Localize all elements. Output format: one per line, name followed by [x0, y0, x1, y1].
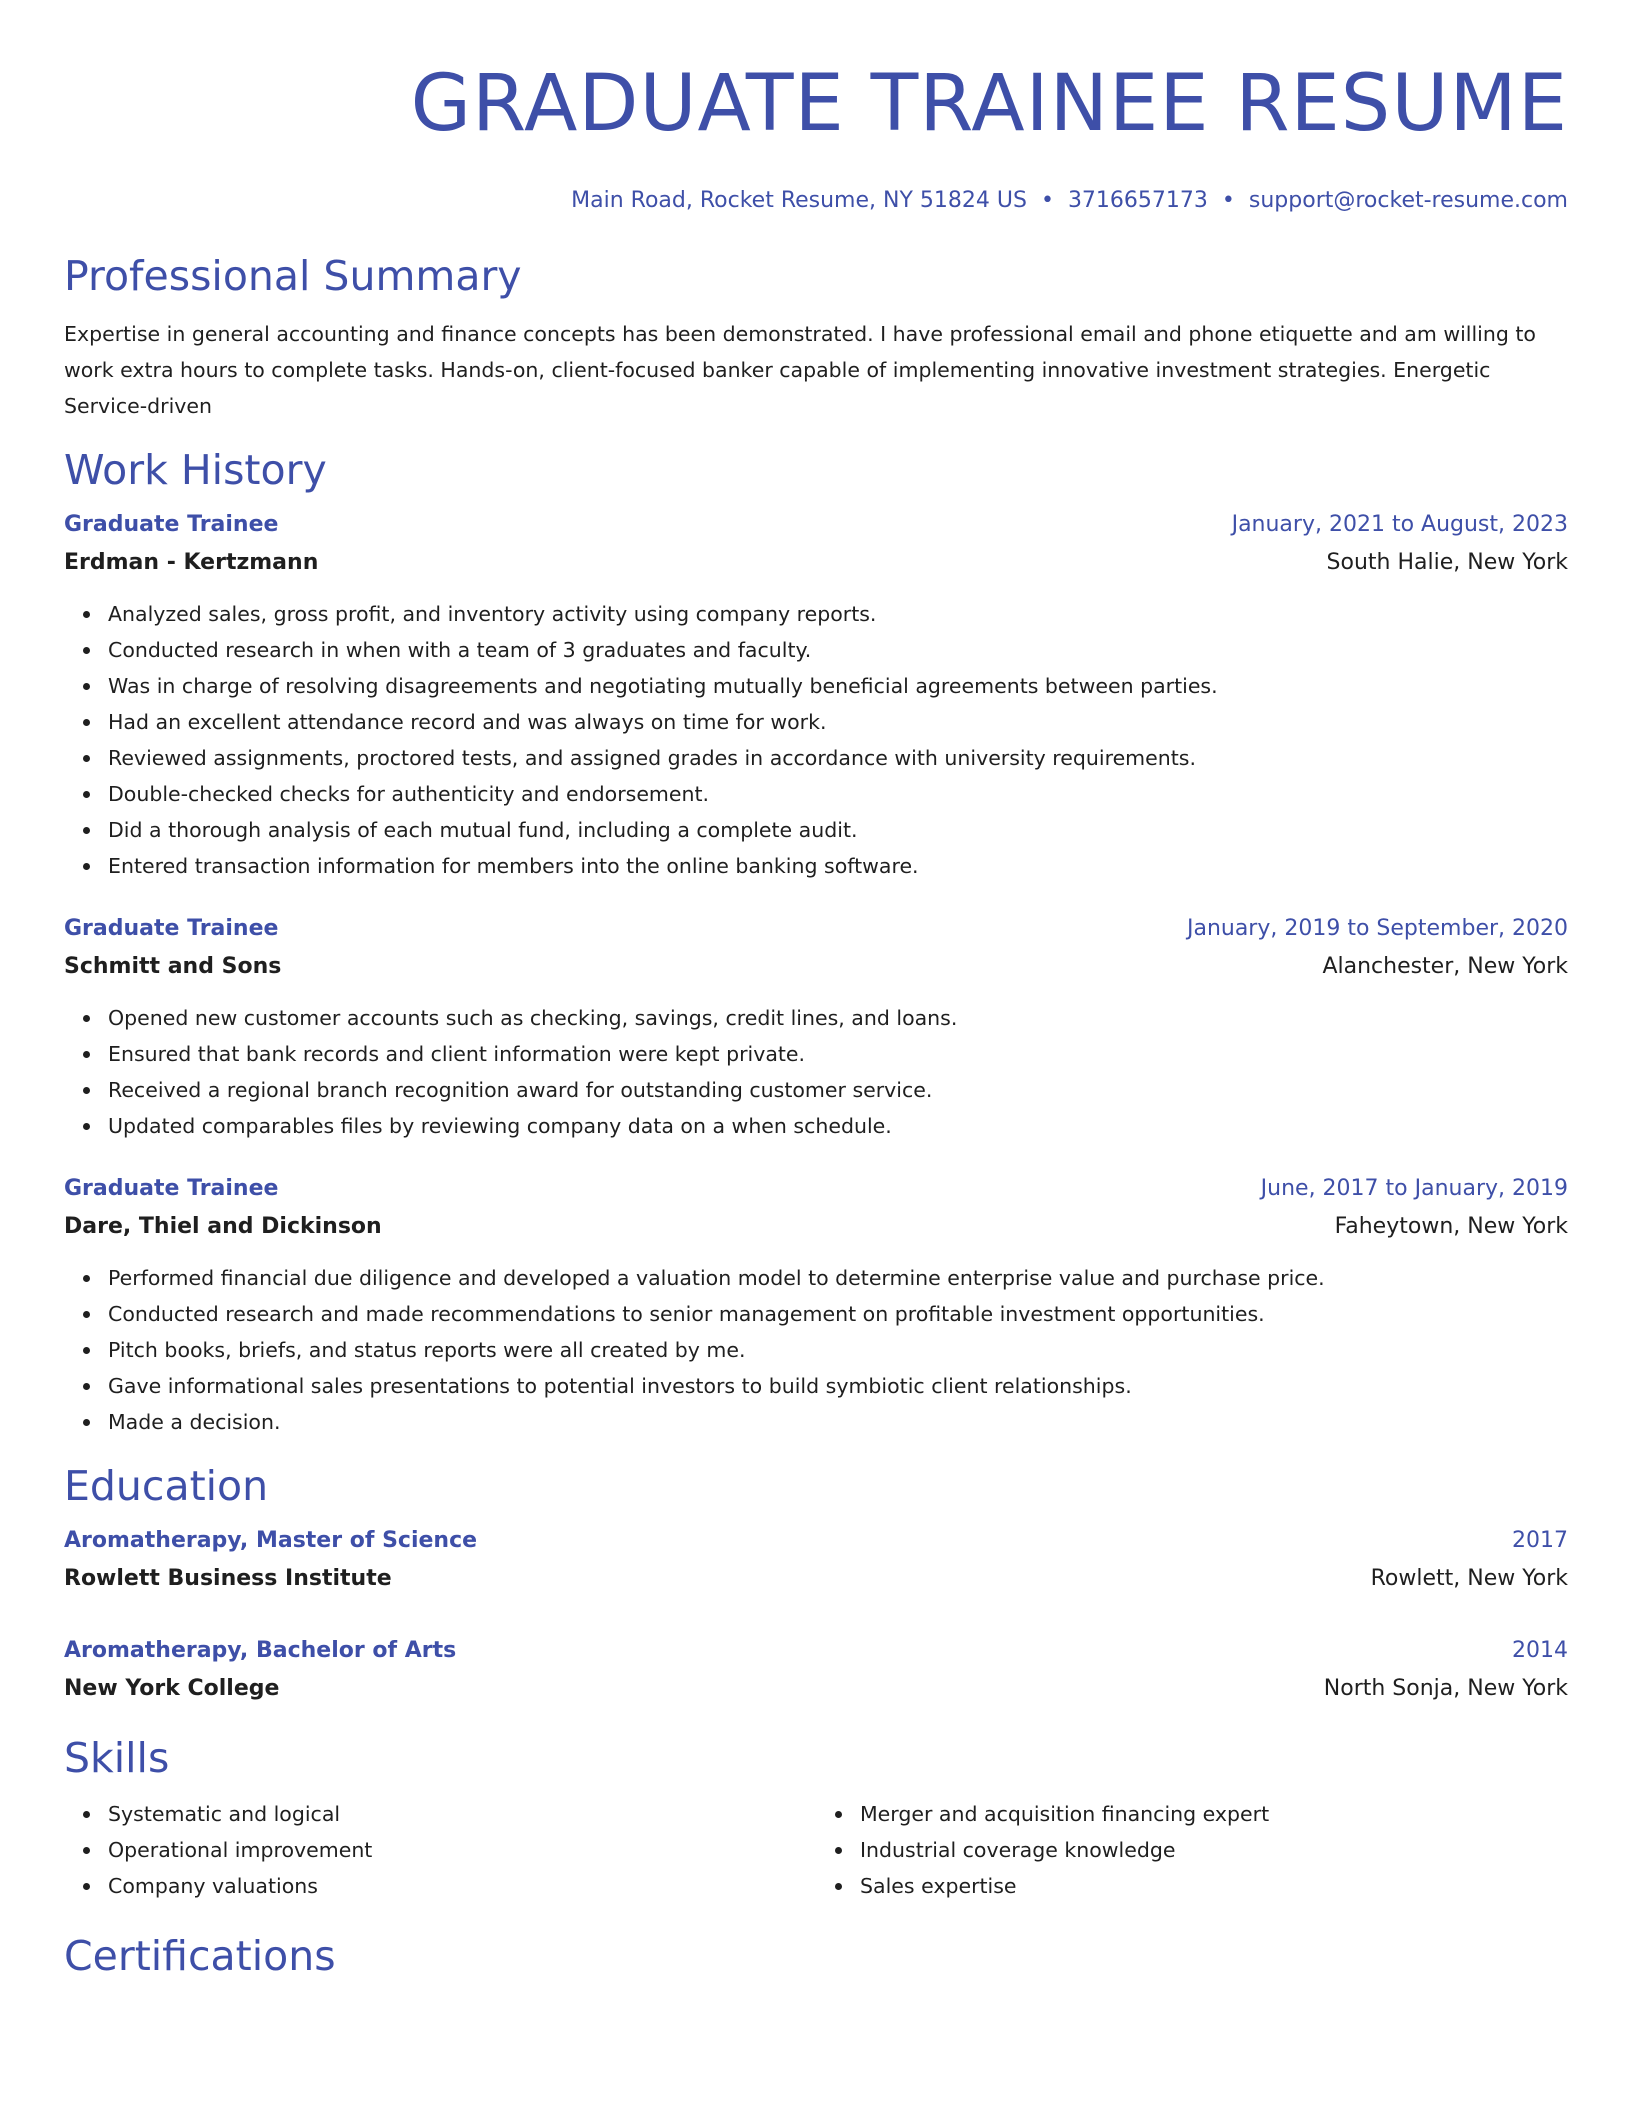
- education-school: New York College: [64, 1676, 280, 1701]
- job-dates: January, 2021 to August, 2023: [1231, 512, 1568, 537]
- job-location: Faheytown, New York: [1334, 1214, 1568, 1239]
- list-item: Conducted research and made recommendations to senior management on profitable investment opportunities.: [108, 1296, 1568, 1332]
- education-entry: [64, 1522, 1568, 1598]
- job-company: Erdman - Kertzmann: [64, 550, 319, 575]
- list-item: Double-checked checks for authenticity and endorsement.: [108, 776, 1568, 812]
- job-entry: [64, 506, 1568, 884]
- skill-item: Merger and acquisition financing expert: [860, 1796, 1568, 1832]
- education-year: 2014: [1512, 1638, 1568, 1663]
- list-item: Gave informational sales presentations to potential investors to build symbiotic client relationships.: [108, 1368, 1568, 1404]
- education-school: Rowlett Business Institute: [64, 1566, 392, 1591]
- job-role: Graduate Trainee: [64, 1176, 279, 1201]
- education-degree: Aromatherapy, Master of Science: [64, 1528, 478, 1553]
- list-item: Opened new customer accounts such as checking, savings, credit lines, and loans.: [108, 1000, 1568, 1036]
- list-item: Conducted research in when with a team of 3 graduates and faculty.: [108, 632, 1568, 668]
- list-item: Ensured that bank records and client information were kept private.: [108, 1036, 1568, 1072]
- skill-item: Industrial coverage knowledge: [860, 1832, 1568, 1868]
- list-item: Made a decision.: [108, 1404, 1568, 1440]
- skill-item: Operational improvement: [108, 1832, 816, 1868]
- separator: •: [1221, 188, 1235, 213]
- section-heading-summary: Professional Summary: [64, 252, 522, 300]
- job-company: Dare, Thiel and Dickinson: [64, 1214, 382, 1239]
- job-entry: [64, 1170, 1568, 1440]
- email: support@rocket-resume.com: [1248, 188, 1568, 213]
- education-entry: [64, 1632, 1568, 1708]
- section-heading-education: Education: [64, 1462, 269, 1510]
- skills-list-left: [64, 1796, 816, 1904]
- list-item: Reviewed assignments, proctored tests, and assigned grades in accordance with university requirements.: [108, 740, 1568, 776]
- job-bullets: [64, 1260, 1568, 1440]
- contact-line: [64, 186, 1568, 216]
- job-location: Alanchester, New York: [1322, 954, 1568, 979]
- skill-item: Sales expertise: [860, 1868, 1568, 1904]
- job-entry: [64, 910, 1568, 1144]
- list-item: Updated comparables files by reviewing company data on a when schedule.: [108, 1108, 1568, 1144]
- phone: 3716657173: [1067, 188, 1208, 213]
- education-location: North Sonja, New York: [1323, 1676, 1568, 1701]
- skill-item: Systematic and logical: [108, 1796, 816, 1832]
- education-degree: Aromatherapy, Bachelor of Arts: [64, 1638, 457, 1663]
- job-role: Graduate Trainee: [64, 512, 279, 537]
- section-heading-certifications: Certifications: [64, 1932, 336, 1980]
- section-heading-work: Work History: [64, 446, 327, 494]
- job-bullets: [64, 596, 1568, 884]
- job-role: Graduate Trainee: [64, 916, 279, 941]
- job-bullets: [64, 1000, 1568, 1144]
- job-dates: June, 2017 to January, 2019: [1260, 1176, 1568, 1201]
- education-year: 2017: [1512, 1528, 1568, 1553]
- list-item: Pitch books, briefs, and status reports were all created by me.: [108, 1332, 1568, 1368]
- list-item: Did a thorough analysis of each mutual fund, including a complete audit.: [108, 812, 1568, 848]
- list-item: Had an excellent attendance record and was always on time for work.: [108, 704, 1568, 740]
- list-item: Performed financial due diligence and developed a valuation model to determine enterprise value and purchase price.: [108, 1260, 1568, 1296]
- address: Main Road, Rocket Resume, NY 51824 US: [571, 188, 1027, 213]
- job-company: Schmitt and Sons: [64, 954, 282, 979]
- skill-item: Company valuations: [108, 1868, 816, 1904]
- list-item: Was in charge of resolving disagreements and negotiating mutually beneficial agreements between parties.: [108, 668, 1568, 704]
- list-item: Entered transaction information for members into the online banking software.: [108, 848, 1568, 884]
- job-location: South Halie, New York: [1326, 550, 1568, 575]
- resume-title: GRADUATE TRAINEE RESUME: [410, 59, 1568, 149]
- list-item: Analyzed sales, gross profit, and inventory activity using company reports.: [108, 596, 1568, 632]
- list-item: Received a regional branch recognition award for outstanding customer service.: [108, 1072, 1568, 1108]
- education-location: Rowlett, New York: [1370, 1566, 1568, 1591]
- skills-list-right: [816, 1796, 1568, 1904]
- job-dates: January, 2019 to September, 2020: [1186, 916, 1568, 941]
- section-heading-skills: Skills: [64, 1734, 170, 1782]
- summary-text: Expertise in general accounting and finance concepts has been demonstrated. I have professional email and phone etiquette and am willing to work extra hours to complete tasks. Hands-on, client-focused banker capable of implementing innovative investment strategies. Energetic Service-driven: [64, 322, 1536, 418]
- skills-grid: [64, 1796, 1568, 1904]
- separator: •: [1040, 188, 1054, 213]
